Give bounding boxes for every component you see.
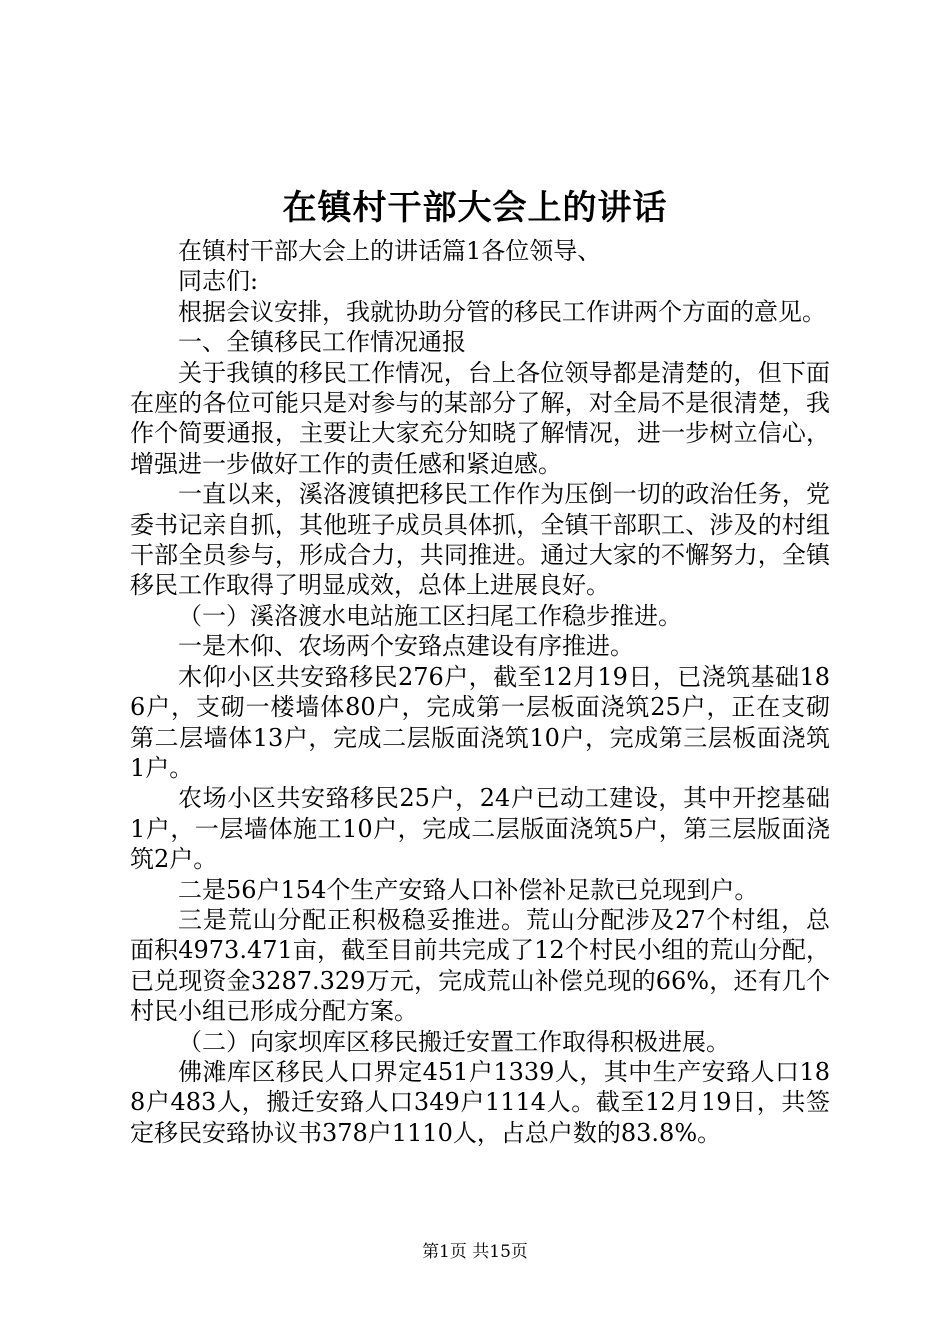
document-body bbox=[130, 236, 830, 1148]
section-heading-1: 一、全镇移民工作情况通报 bbox=[178, 328, 466, 357]
paragraph: 一是木仰、农场两个安臵点建设有序推进。 bbox=[178, 632, 634, 661]
paragraph: 关于我镇的移民工作情况，台上各位领导都是清楚的，但下面在座的各位可能只是对参与的某部分了解，对全局不是很清楚，我作个简要通报，主要让大家充分知晓了解情况，进一步树立信心，增强进一步做好工作的责任感和紧迫感。 bbox=[130, 358, 830, 478]
paragraph: 农场小区共安臵移民25户，24户已动工建设，其中开挖基础1户，一层墙体施工10户，完成二层版面浇筑5户，第三层版面浇筑2户。 bbox=[130, 784, 830, 874]
paragraph-opening: 在镇村干部大会上的讲话篇1各位领导、 bbox=[178, 237, 602, 265]
paragraph: 一直以来，溪洛渡镇把移民工作作为压倒一切的政治任务，党委书记亲自抓，其他班子成员具体抓，全镇干部职工、涉及的村组干部全员参与，形成合力，共同推进。通过大家的不懈努力，全镇移民工作取得了明显成效，总体上进展良好。 bbox=[130, 480, 830, 600]
paragraph-salutation: 同志们: bbox=[178, 267, 259, 296]
document-title: 在镇村干部大会上的讲话 bbox=[282, 188, 668, 228]
paragraph: 佛滩库区移民人口界定451户1339人，其中生产安臵人口188户483人，搬迁安臵人口349户1114人。截至12月19日，共签定移民安臵协议书378户1110人，占总户数的83.8%。 bbox=[130, 1057, 830, 1147]
paragraph: 二是56户154个生产安臵人口补偿补足款已兑现到户。 bbox=[178, 875, 759, 904]
paragraph-intro: 根据会议安排，我就协助分管的移民工作讲两个方面的意见。 bbox=[178, 297, 826, 326]
paragraph: 木仰小区共安臵移民276户，截至12月19日，已浇筑基础186户，支砌一楼墙体80户，完成第一层板面浇筑25户，正在支砌第二层墙体13户，完成二层版面浇筑10户，完成第三层板面浇筑1户。 bbox=[130, 662, 830, 782]
subsection-heading-1: （一）溪洛渡水电站施工区扫尾工作稳步推进。 bbox=[178, 601, 682, 630]
page-number-footer: 第1页 共15页 bbox=[422, 1242, 528, 1262]
paragraph: 三是荒山分配正积极稳妥推进。荒山分配涉及27个村组，总面积4973.471亩，截至目前共完成了12个村民小组的荒山分配，已兑现资金3287.329万元，完成荒山补偿兑现的66%，还有几个村民小组已形成分配方案。 bbox=[130, 905, 830, 1026]
subsection-heading-2: （二）向家坝库区移民搬迁安置工作取得积极进展。 bbox=[178, 1027, 730, 1056]
